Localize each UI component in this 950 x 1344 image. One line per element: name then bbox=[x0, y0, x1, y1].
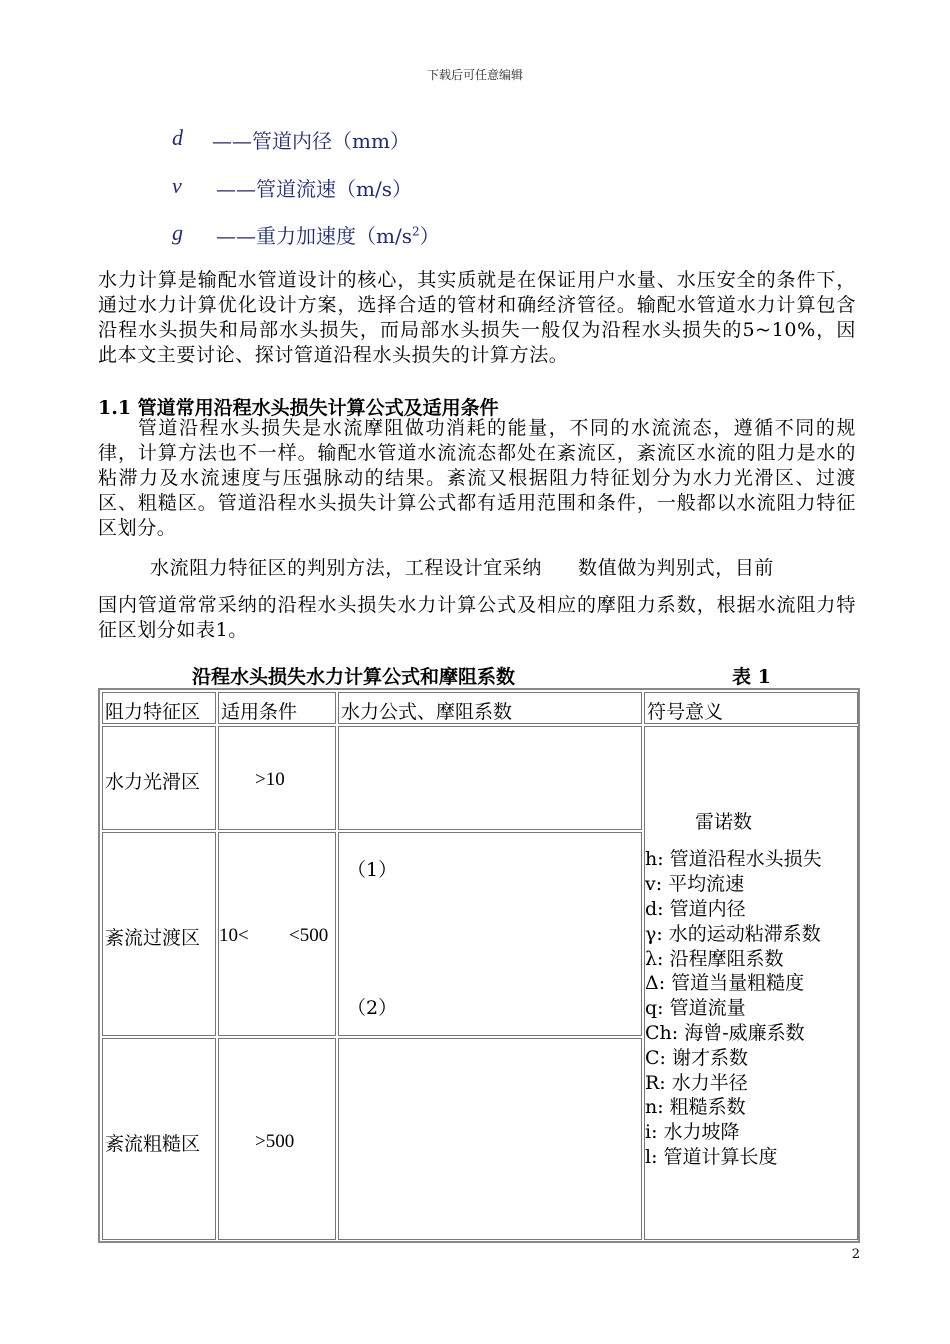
variable-description: ——重力加速度（m/s bbox=[216, 224, 412, 248]
legend-title: 雷诺数 bbox=[695, 811, 753, 833]
legend-item: Ch: 海曾-威廉系数 bbox=[645, 1022, 805, 1044]
header-formula: 水力公式、摩阻系数 bbox=[341, 701, 513, 723]
variable-symbol: v bbox=[172, 173, 182, 198]
variable-d bbox=[172, 125, 572, 153]
table-title: 沿程水头损失水力计算公式和摩阻系数 bbox=[192, 666, 516, 688]
table-cell-condition bbox=[218, 832, 336, 1036]
formula-label-1: （1） bbox=[347, 859, 398, 881]
zone-smooth: 水力光滑区 bbox=[105, 771, 201, 793]
table-cell-zone bbox=[102, 1038, 216, 1240]
criteria-text-b: 数值做为判别式，目前 bbox=[578, 557, 775, 579]
formula-table bbox=[98, 688, 860, 1243]
variable-description-tail: ） bbox=[419, 224, 440, 248]
variable-description: ——管道内径（mm） bbox=[212, 129, 410, 153]
legend-item: l: 管道计算长度 bbox=[645, 1146, 778, 1168]
section-heading: 1.1 管道常用沿程水头损失计算公式及适用条件 bbox=[98, 397, 499, 419]
paragraph-intro: 水力计算是输配水管道设计的核心，其实质就是在保证用户水量、水压安全的条件下，通过水力计算优化设计方案，选择合适的管材和确经济管径。输配水管道水力计算包含沿程水头损失和局部水头损失，而局部水头损失一般仅为沿程水头损失的5~10%，因此本文主要讨论、探讨管道沿程水头损失的计算方法。 bbox=[98, 269, 856, 366]
header-zone: 阻力特征区 bbox=[105, 701, 201, 723]
legend-item: C: 谢才系数 bbox=[645, 1047, 748, 1069]
table-cell-symbols bbox=[644, 726, 858, 1240]
zone-transition: 紊流过渡区 bbox=[105, 927, 201, 949]
table-cell-formula bbox=[338, 1038, 642, 1240]
legend-item: Δ: 管道当量粗糙度 bbox=[645, 972, 805, 994]
legend-item: λ: 沿程摩阻系数 bbox=[645, 948, 784, 970]
condition-smooth: >10 bbox=[255, 769, 285, 790]
legend-item: R: 水力半径 bbox=[645, 1072, 748, 1094]
legend-item: d: 管道内径 bbox=[645, 898, 746, 920]
variable-g bbox=[172, 220, 572, 248]
legend-item: n: 粗糙系数 bbox=[645, 1096, 746, 1118]
table-cell-formula bbox=[338, 832, 642, 1036]
table-header-cell bbox=[218, 692, 336, 724]
variable-symbol: d bbox=[172, 125, 183, 150]
paragraph-description: 管道沿程水头损失是水流摩阻做功消耗的能量，不同的水流流态，遵循不同的规律，计算方法也不一样。输配水管道水流流态都处在紊流区，紊流区水流的阻力是水的粘滞力及水流速度与压强脉动的结果。紊流又根据阻力特征划分为水力光滑区、过渡区、粗糙区。管道沿程水头损失计算公式都有适用范围和条件，一般都以水流阻力特征区划分。 bbox=[98, 417, 856, 539]
condition-rough: >500 bbox=[255, 1131, 295, 1152]
table-header-cell bbox=[338, 692, 642, 724]
table-header-cell bbox=[102, 692, 216, 724]
criteria-text-a: 水流阻力特征区的判别方法，工程设计宜采纳 bbox=[150, 557, 543, 579]
table-cell-zone bbox=[102, 726, 216, 830]
table-cell-zone bbox=[102, 832, 216, 1036]
zone-rough: 紊流粗糙区 bbox=[105, 1133, 201, 1155]
paragraph-criteria bbox=[98, 556, 856, 581]
formula-label-2: （2） bbox=[347, 997, 398, 1019]
legend-item: v: 平均流速 bbox=[645, 873, 745, 895]
header-condition: 适用条件 bbox=[221, 701, 298, 723]
table-header-cell bbox=[644, 692, 858, 724]
page-header: 下载后可任意编辑 bbox=[426, 68, 523, 82]
legend-item: q: 管道流量 bbox=[645, 997, 746, 1019]
table-label: 表 1 bbox=[732, 666, 771, 688]
table-cell-condition bbox=[218, 726, 336, 830]
superscript: 2 bbox=[411, 224, 420, 239]
page-number: 2 bbox=[851, 1247, 860, 1262]
table-cell-condition bbox=[218, 1038, 336, 1240]
variable-v bbox=[172, 173, 572, 201]
legend-item: γ: 水的运动粘滞系数 bbox=[645, 923, 821, 945]
legend-item: i: 水力坡降 bbox=[645, 1121, 740, 1143]
condition-transition-low: 10< bbox=[219, 925, 249, 946]
variable-description: ——管道流速（m/s） bbox=[216, 177, 412, 201]
condition-transition-high: <500 bbox=[289, 925, 329, 946]
header-symbols: 符号意义 bbox=[647, 701, 724, 723]
paragraph-criteria-cont: 国内管道常常采纳的沿程水头损失水力计算公式及相应的摩阻力系数，根据水流阻力特征区划分如表1。 bbox=[98, 594, 856, 641]
table-cell-formula bbox=[338, 726, 642, 830]
legend-item: h: 管道沿程水头损失 bbox=[645, 848, 822, 870]
variable-symbol: g bbox=[172, 220, 183, 245]
